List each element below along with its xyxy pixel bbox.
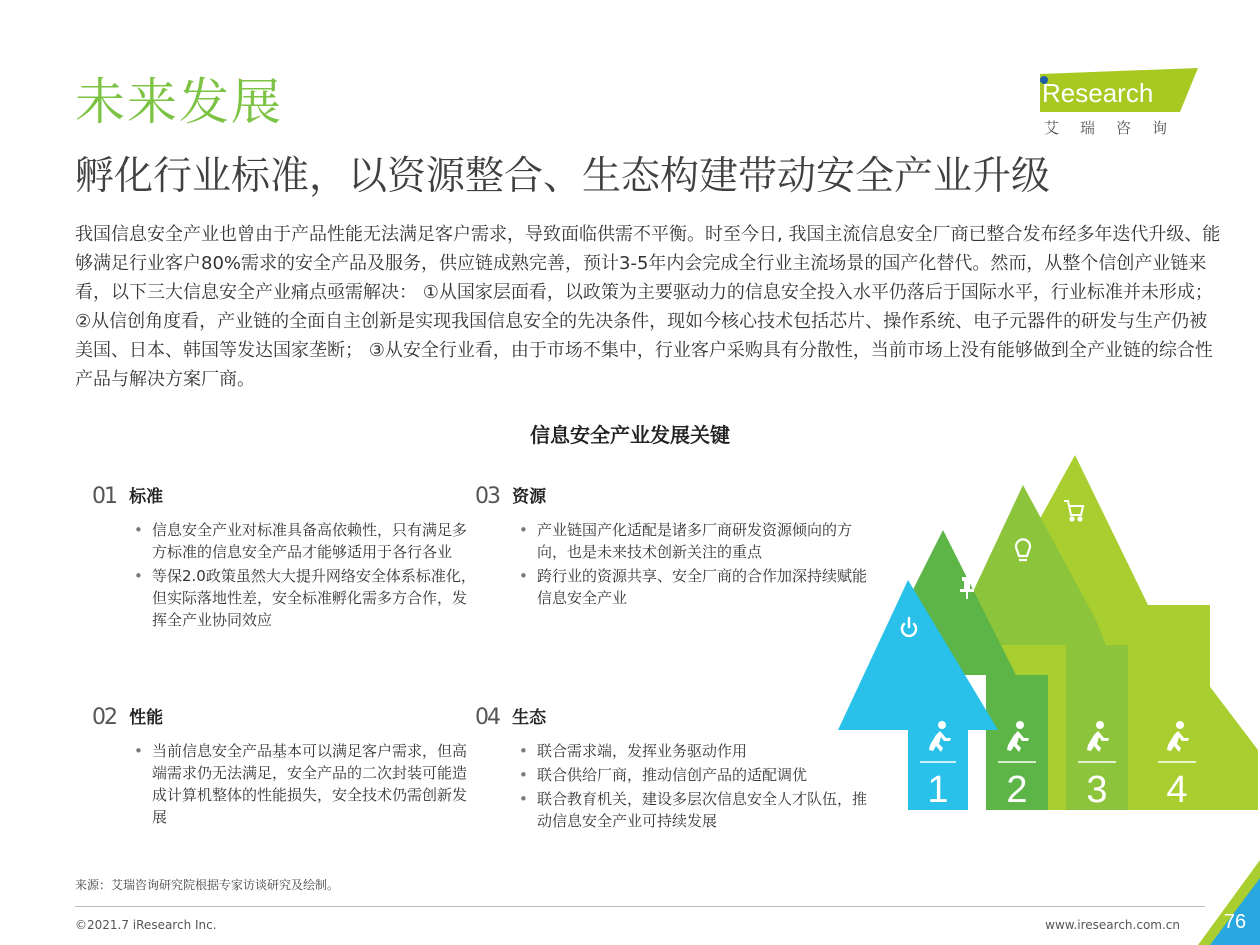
section-title: 生态	[512, 708, 547, 728]
section-title: 资源	[512, 487, 547, 507]
website-link[interactable]: www.iresearch.com.cn	[1045, 918, 1180, 932]
section-title: 性能	[129, 708, 164, 728]
section-title: 标准	[129, 487, 164, 507]
arrow-number-2: 2	[1006, 769, 1028, 811]
page-number: 76	[1223, 911, 1247, 933]
page-title: 未来发展	[75, 73, 283, 131]
list-item: • 联合教育机关，建设多层次信息安全人才队伍，推动信息安全产业可持续发展	[515, 788, 875, 832]
list-item: • 产业链国产化适配是诸多厂商研发资源倾向的方向，也是未来技术创新关注的重点	[515, 519, 875, 563]
logo-cn-text: 艾瑞咨询	[1044, 119, 1189, 137]
list-item: • 联合需求端，发挥业务驱动作用	[515, 740, 875, 762]
copyright: ©2021.7 iResearch Inc.	[75, 918, 217, 932]
iresearch-logo	[1030, 68, 1205, 144]
list-item: • 跨行业的资源共享、安全厂商的合作加深持续赋能信息安全产业	[515, 565, 875, 609]
section-performance	[92, 704, 477, 830]
source-note: 来源：艾瑞咨询研究院根据专家访谈研究及绘制。	[75, 878, 340, 892]
footer-divider	[75, 906, 1205, 907]
list-item: • 等保2.0政策虽然大大提升网络安全体系标准化，但实际落地性差，安全标准孵化需多方合作，发挥全产业协同效应	[130, 565, 477, 631]
logo-wordmark: Research	[1042, 78, 1154, 108]
list-item: • 联合供给厂商，推动信创产品的适配调优	[515, 764, 875, 786]
section-number: 01	[92, 484, 116, 509]
section-number: 02	[92, 705, 116, 730]
arrow-number-3: 3	[1086, 769, 1108, 811]
section-ecosystem	[475, 704, 875, 834]
growth-arrows-graphic	[838, 455, 1258, 820]
section-number: 04	[475, 705, 499, 730]
diagram-title: 信息安全产业发展关键	[530, 423, 730, 447]
page-subtitle: 孵化行业标准，以资源整合、生态构建带动安全产业升级	[75, 154, 1051, 199]
list-item: • 信息安全产业对标准具备高依赖性，只有满足多方标准的信息安全产品才能够适用于各行各业	[130, 519, 477, 563]
arrow-number-4: 4	[1166, 769, 1188, 811]
section-resources	[475, 483, 875, 611]
section-number: 03	[475, 484, 499, 509]
intro-paragraph: 我国信息安全产业也曾由于产品性能无法满足客户需求，导致面临供需不平衡。时至今日, 我国主流信息安全厂商已整合发布经多年迭代升级、能够满足行业客户80%需求的安全产品及服务，供应链成熟完善，预计3-5年内会完成全行业主流场景的国产化替代。然而，从整个信创产业链来看，以下三大信息安全产业痛点亟需解决： ①从国家层面看，以政策为主要驱动力的信息安全投入水平仍落后于国际水平，行业标准并未形成； ②从信创角度看，产业链的全面自主创新是实现我国信息安全的先决条件，现如今核心技术包括芯片、操作系统、电子元器件的研发与生产仍被美国、日本、韩国等发达国家垄断； ③从安全行业看，由于市场不集中，行业客户采购具有分散性，当前市场上没有能够做到全产业链的综合性产品与解决方案厂商。	[75, 224, 1221, 390]
section-standard	[92, 483, 477, 633]
arrow-number-1: 1	[927, 769, 949, 811]
list-item: • 当前信息安全产品基本可以满足客户需求，但高端需求仍无法满足，安全产品的二次封装可能造成计算机整体的性能损失，安全技术仍需创新发展	[130, 740, 477, 828]
